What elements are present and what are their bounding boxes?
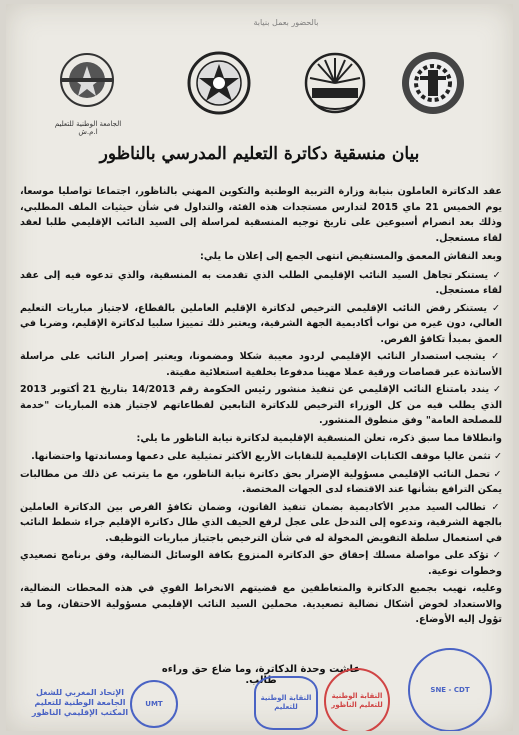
umt-badge-label: UMT [145,699,163,708]
declaration-intro: وبعد النقاش المعمق والمستفيض انتهى الجمع إلى إعلان ما يلي: [200,251,502,262]
fnet-logo-caption: الجامعة الوطنية للتعليم ا.م.ش [54,120,122,136]
final-paragraph: وعليه، نهيب بجميع الدكاترة والمتعاطفين مع قضيتهم الانخراط القوي في هذه المحطات النضالية، والاستعداد لخوض أشكال نضالية تصعيدية. محملين السيد النائب الإقليمي مسؤولية الاحتقان، وما قد تؤول إليه الأوضاع. [20,583,502,625]
document-title: بيان منسقية دكاترة التعليم المدرسي بالناظور [99,144,420,164]
umt-stamp-badge [130,680,178,728]
point-b-1: ✓ تثمن عاليا موقف الكتابات الإقليمية للنقابات الأربع الأكثر تمثيلية على دعمها ومساندتها واحتضانها. [20,449,502,465]
point-b-2: ✓ تحمل النائب الإقليمي مسؤولية الإضرار بحق دكاترة نيابة الناظور، مع ما يترتب عن ذلك من مطالبات يمكن الترافع بشأنها عند الاقتضاء لدى الجهات المختصة. [20,467,502,498]
star-emblem-icon [184,48,254,118]
intro-paragraph: عقد الدكاترة العاملون بنيابة وزارة التربية الوطنية والتكوين المهني بالناظور، اجتماعا تواصليا موسعا، يوم الخميس 21 ماي 2015 لتدارس مستجدات هذه الفئة، والتداول في شأن حيثيات الملف المطلبي، وذلك بعد انصرام أسبوعين على تاريخ توجيه المنسقية لمراسلة إلى السيد النائب الإقليمي طلبا لعقد لقاء مستعجل. [20,186,503,244]
umt-stamp-text: الإتحاد المغربي للشغل الجامعة الوطنية للتعليم المكتب الإقليمي الناظور [31,688,129,717]
document-body [20,184,502,631]
point-a-2: ✓ يستنكر رفض النائب الإقليمي الترخيص لدكاترة الإقليم العاملين بالقطاع، لاجتياز مباريات التعليم العالي، دون غيره من نواب أكاديمية الجهة الشرقية، ويعتبر ذلك تمييزا سلبيا لدكاترة الإقليم، وضربا في العمق بمبدأ تكافؤ الفرص. [20,301,502,348]
cdt-stamp [408,648,492,731]
point-b-3: ✓ تطالب السيد مدير الأكاديمية بضمان تنفيذ القانون، وضمان تكافؤ الفرص بين الدكاترة العاملين بالجهة الشرقية، وتدعوه إلى التدخل على عجل لرفع الحيف الذي طال دكاترة الإقليم جراء شطط النائب في استعمال سلطة التفويض المخولة له في شأن الترخيص باجتياز مباريات التوظيف. [20,500,502,547]
sne-stamp [254,676,318,730]
red-stamp-label: النقابة الوطنية للتعليم الناظور [331,692,383,709]
declaration-intro-b: وانطلاقا مما سبق ذكره، تعلن المنسقية الإقليمية لدكاترة نيابة الناظور ما يلي: [136,432,502,444]
top-handwritten-note: بالحضور بعمل بنيابة [253,18,319,27]
cdt-stamp-label: SNE - CDT [430,685,470,694]
fnet-logo-icon [52,48,122,118]
point-b-4: ✓ تؤكد على مواصلة مسلك إحقاق حق الدكاترة المنزوع بكافة الوسائل النضالية، وفق برنامج تصعيدي وخطوات نوعية. [20,548,502,579]
closing-slogan: عاشت وحدة الدكاترة، وما ضاع حق وراءه طالب. [161,664,361,686]
logo-row [6,38,513,136]
point-a-3: ✓ يشجب استصدار النائب الإقليمي لردود معيبة شكلا ومضمونا، ويعتبر إصرار النائب على مراسلة الأساتذة عبر قصاصات ورقية عملا مهينا مدفوعا بخلفية استعلائية مقيتة. [20,349,502,380]
scanned-document [6,4,513,731]
sunburst-gear-icon [300,48,370,118]
sne-stamp-label: النقابة الوطنية للتعليم [260,694,312,711]
point-a-4: ✓ يندد بامتناع النائب الإقليمي عن تنفيذ منشور رئيس الحكومة رقم 14/2013 بتاريخ 21 أكتوبر 2013 الذي يطلب فيه من كل الوزراء الترخيص للدكاترة التابعين لقطاعاتهم لاجتياز هذه المباريات "خدمة للمصلحة العامة" وفق منطوق المنشور. [20,382,502,429]
point-a-1: ✓ يستنكر تجاهل السيد النائب الإقليمي الطلب الذي تقدمت به المنسقية، والذي تدعوه فيه إلى عقد لقاء مستعجل. [20,268,502,299]
red-union-stamp [324,668,390,731]
cdt-gear-logo-icon [398,48,468,118]
